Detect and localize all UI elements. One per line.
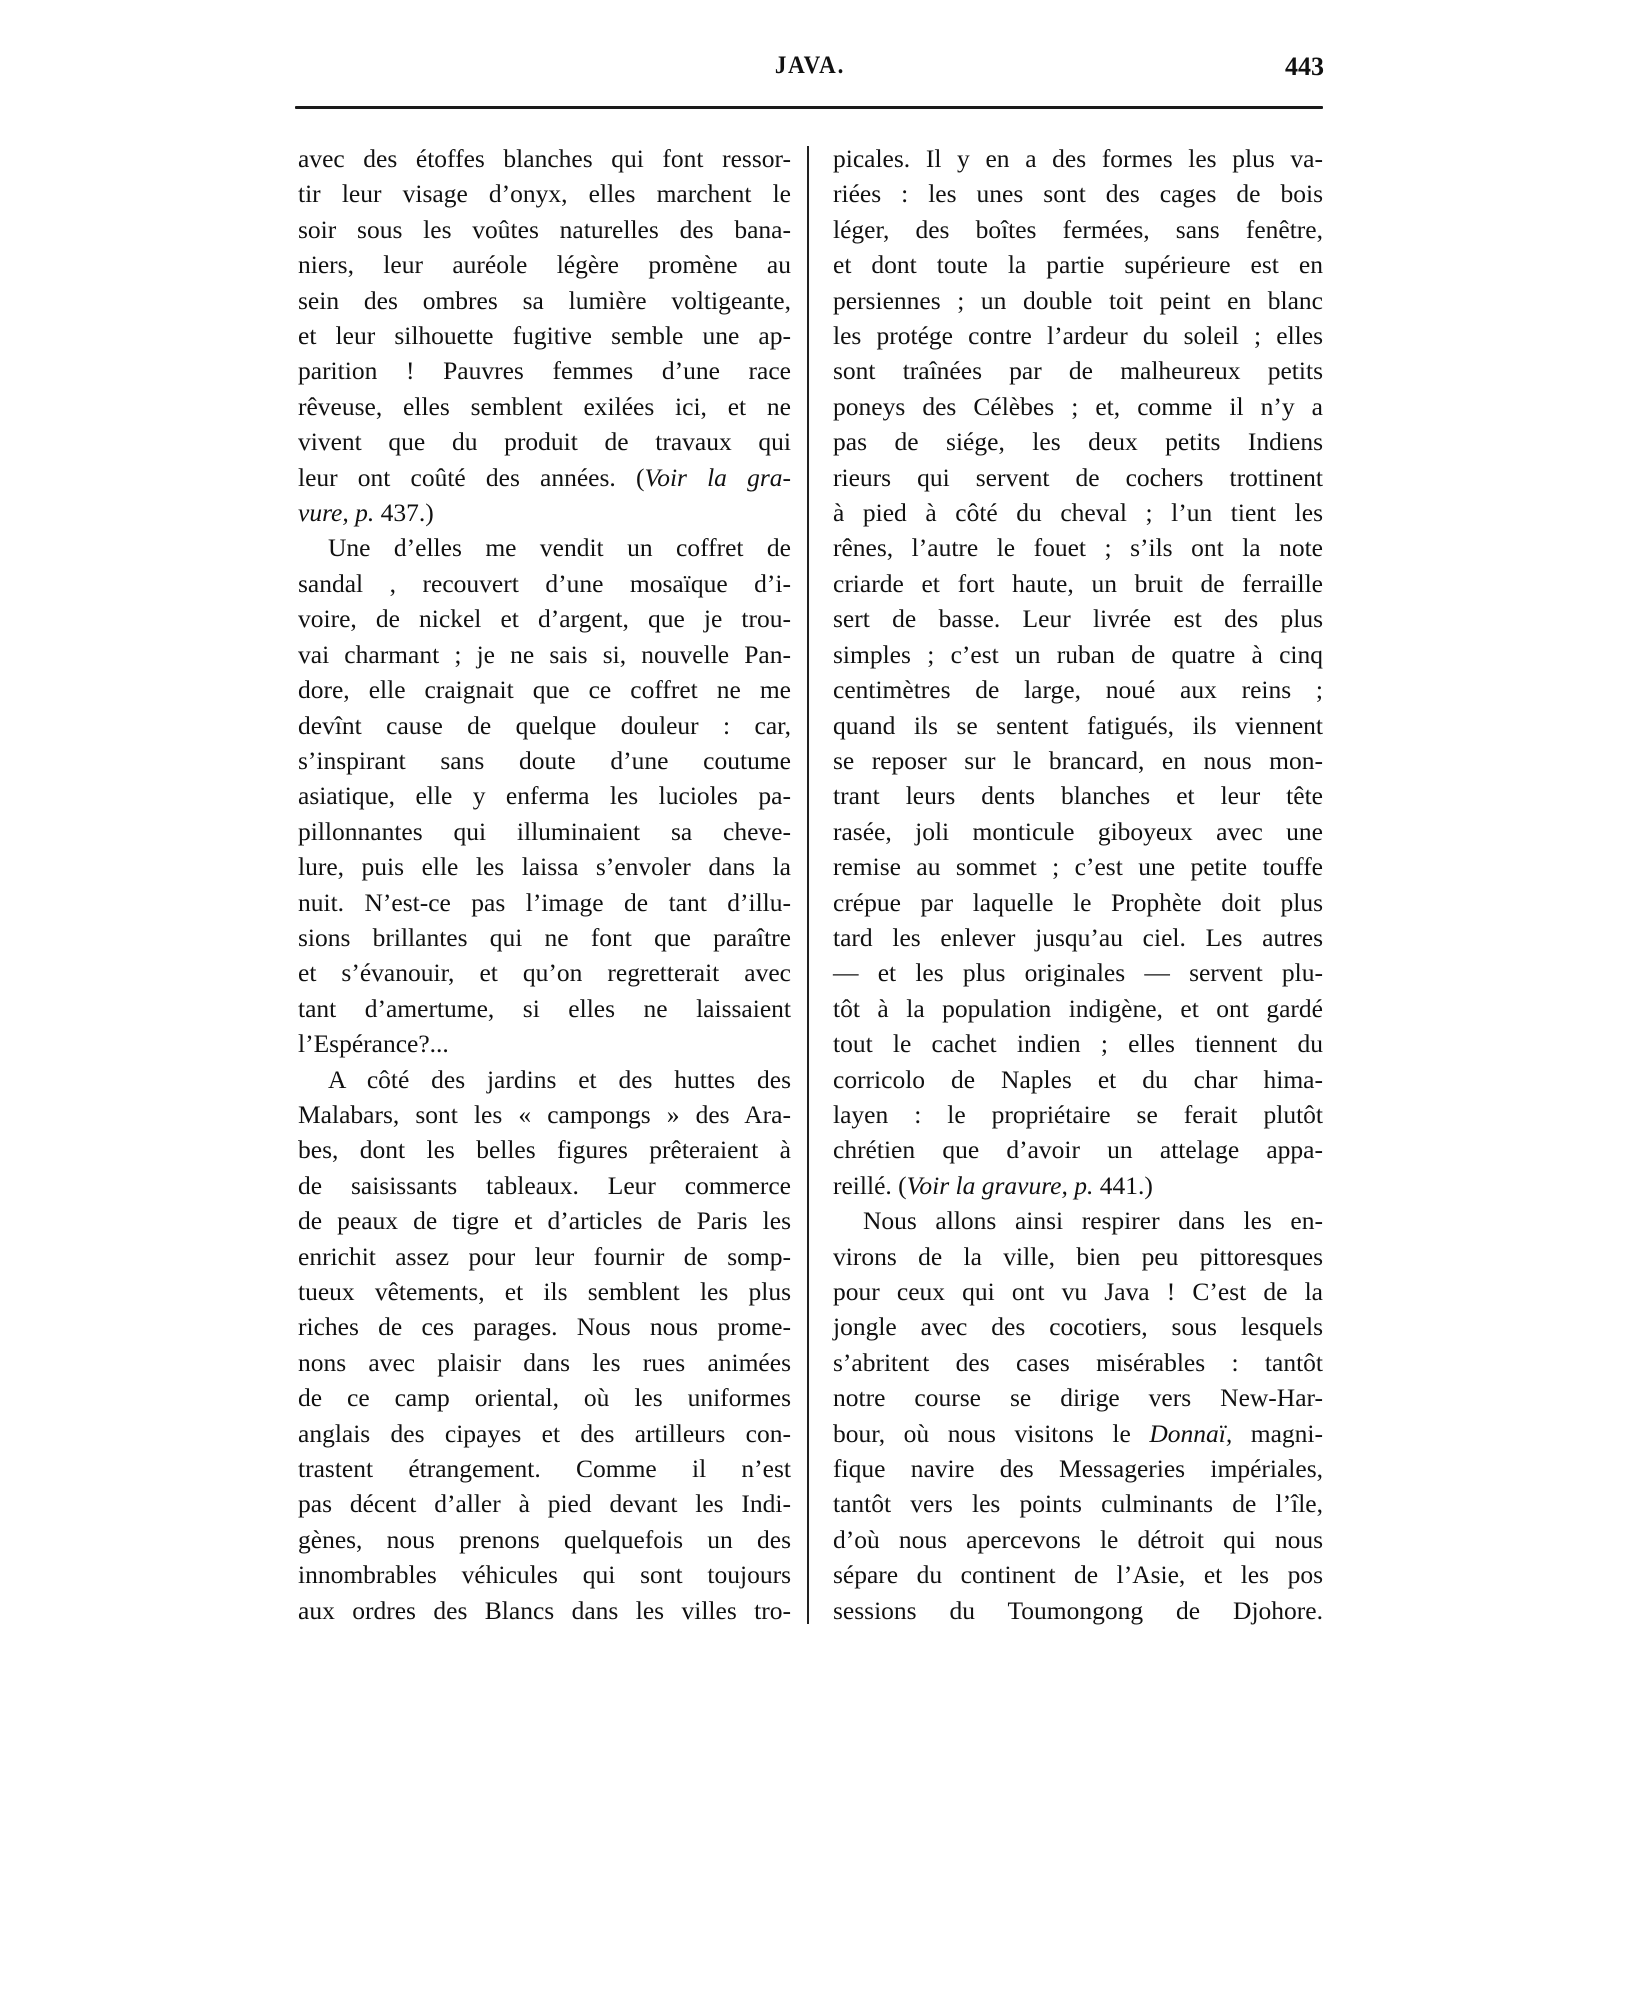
text-line — [833, 283, 1323, 318]
text-run: trant leurs dents blanches et leur tête — [833, 781, 1323, 811]
text-line — [833, 353, 1323, 388]
text-line — [298, 1451, 791, 1486]
text-line — [298, 1416, 791, 1451]
header-rule — [295, 106, 1323, 109]
text-line — [833, 141, 1323, 176]
text-run: riches de ces parages. Nous nous prome- — [298, 1312, 791, 1342]
text-run: tôt à la population indigène, et ont gardé — [833, 993, 1323, 1023]
text-run: de saisissants tableaux. Leur commerce — [298, 1170, 791, 1200]
text-run: devînt cause de quelque douleur : car, — [298, 710, 791, 740]
text-line — [298, 1239, 791, 1274]
text-line — [298, 1097, 791, 1132]
text-line — [298, 991, 791, 1026]
text-run: poneys des Célèbes ; et, comme il n’y a — [833, 391, 1323, 421]
text-line — [298, 1345, 791, 1380]
text-run: s’abritent des cases misérables : tantôt — [833, 1347, 1323, 1377]
text-run: bes, dont les belles figures prêteraient à — [298, 1135, 791, 1165]
text-line — [833, 1097, 1323, 1132]
text-run: remise au sommet ; c’est une petite touffe — [833, 852, 1323, 882]
text-run: lure, puis elle les laissa s’envoler dans la — [298, 852, 791, 882]
text-line — [833, 530, 1323, 565]
text-line — [298, 1168, 791, 1203]
text-run: nons avec plaisir dans les rues animées — [298, 1347, 791, 1377]
text-run: sont traînées par de malheureux petits — [833, 356, 1323, 386]
text-run: 437.) — [374, 498, 434, 528]
text-line — [298, 1593, 791, 1628]
text-run: les protége contre l’ardeur du soleil ; elles — [833, 321, 1323, 351]
text-line — [298, 743, 791, 778]
text-line — [833, 885, 1323, 920]
text-line — [833, 991, 1323, 1026]
text-line — [833, 708, 1323, 743]
text-run: fique navire des Messageries impériales, — [833, 1454, 1323, 1484]
text-line — [833, 814, 1323, 849]
text-run: picales. Il y en a des formes les plus va- — [833, 144, 1323, 173]
running-head-title: JAVA. — [774, 52, 846, 79]
text-line — [298, 424, 791, 459]
text-run: crépue par laquelle le Prophète doit plus — [833, 887, 1323, 917]
text-run: et dont toute la partie supérieure est en — [833, 250, 1323, 280]
text-run: 441.) — [1093, 1170, 1153, 1200]
text-run: innombrables véhicules qui sont toujours — [298, 1560, 791, 1590]
text-line — [833, 778, 1323, 813]
text-line — [298, 353, 791, 388]
text-run: reillé. ( — [833, 1170, 907, 1200]
text-run: riées : les unes sont des cages de bois — [833, 179, 1323, 209]
text-line — [833, 849, 1323, 884]
text-run: soir sous les voûtes naturelles des bana- — [298, 214, 791, 244]
text-line — [833, 1309, 1323, 1344]
text-run: sandal , recouvert d’une mosaïque d’i- — [298, 568, 791, 598]
text-line — [833, 1026, 1323, 1061]
running-head — [296, 52, 1324, 92]
text-line — [298, 1486, 791, 1521]
text-line — [833, 1486, 1323, 1521]
text-line — [833, 566, 1323, 601]
text-line — [298, 566, 791, 601]
text-line — [298, 601, 791, 636]
text-run: à pied à côté du cheval ; l’un tient les — [833, 498, 1323, 528]
text-run: nuit. N’est-ce pas l’image de tant d’illu- — [298, 887, 791, 917]
text-run: tir leur visage d’onyx, elles marchent le — [298, 179, 791, 209]
text-line — [833, 1593, 1323, 1628]
text-line — [298, 637, 791, 672]
text-run: Nous allons ainsi respirer dans les en- — [863, 1206, 1323, 1236]
text-line — [298, 778, 791, 813]
text-run: rênes, l’autre le fouet ; s’ils ont la note — [833, 533, 1323, 563]
text-run: et leur silhouette fugitive semble une ap- — [298, 321, 791, 351]
text-run: sert de basse. Leur livrée est des plus — [833, 604, 1323, 634]
text-line — [298, 176, 791, 211]
text-line — [298, 1026, 791, 1061]
text-run: avec des étoffes blanches qui font ressor- — [298, 144, 791, 173]
text-line — [833, 1557, 1323, 1592]
text-run: léger, des boîtes fermées, sans fenêtre, — [833, 214, 1323, 244]
text-run: tantôt vers les points culminants de l’île, — [833, 1489, 1323, 1519]
text-run: de peaux de tigre et d’articles de Paris les — [298, 1206, 791, 1236]
text-run: dore, elle craignait que ce coffret ne me — [298, 675, 791, 705]
text-run: aux ordres des Blancs dans les villes tro- — [298, 1595, 791, 1625]
text-run: persiennes ; un double toit peint en blanc — [833, 285, 1323, 315]
text-run: — et les plus originales — servent plu- — [833, 958, 1323, 988]
text-run: magni- — [1232, 1418, 1323, 1448]
italic-text: Voir la gra- — [644, 462, 791, 492]
text-line — [833, 424, 1323, 459]
text-run: chrétien que d’avoir un attelage appa- — [833, 1135, 1323, 1165]
text-run: notre course se dirige vers New-Har- — [833, 1383, 1323, 1413]
text-run: virons de la ville, bien peu pittoresques — [833, 1241, 1323, 1271]
text-line — [298, 708, 791, 743]
text-line — [833, 1416, 1323, 1451]
text-run: layen : le propriétaire se ferait plutôt — [833, 1099, 1323, 1129]
text-run: A côté des jardins et des huttes des — [328, 1064, 791, 1094]
text-line — [833, 1345, 1323, 1380]
text-line — [298, 920, 791, 955]
text-line — [833, 495, 1323, 530]
text-line — [298, 530, 791, 565]
text-run: s’inspirant sans doute d’une coutume — [298, 745, 791, 775]
text-line — [298, 885, 791, 920]
text-line — [833, 318, 1323, 353]
text-line — [298, 1203, 791, 1238]
text-run: gènes, nous prenons quelquefois un des — [298, 1524, 791, 1554]
text-line — [833, 1274, 1323, 1309]
column-divider — [807, 146, 809, 1624]
text-line — [298, 955, 791, 990]
text-line — [298, 318, 791, 353]
italic-text: Voir la gravure, p. — [906, 1170, 1094, 1200]
text-run: pour ceux qui ont vu Java ! C’est de la — [833, 1277, 1323, 1306]
text-line — [833, 1451, 1323, 1486]
text-line — [298, 460, 791, 495]
text-line — [298, 283, 791, 318]
text-run: tant d’amertume, si elles ne laissaient — [298, 993, 791, 1023]
text-line — [298, 1274, 791, 1309]
text-run: tard les enlever jusqu’au ciel. Les autres — [833, 922, 1323, 952]
text-line — [833, 743, 1323, 778]
text-line — [833, 1203, 1323, 1238]
page-number: 443 — [1285, 52, 1324, 81]
text-column-left — [298, 141, 791, 1628]
text-run: niers, leur auréole légère promène au — [298, 250, 791, 280]
text-line — [833, 637, 1323, 672]
text-run: sions brillantes qui ne font que paraître — [298, 922, 791, 952]
italic-text: Donnaï, — [1149, 1418, 1233, 1448]
text-run: jongle avec des cocotiers, sous lesquels — [833, 1312, 1323, 1342]
text-line — [298, 672, 791, 707]
text-run: simples ; c’est un ruban de quatre à cinq — [833, 639, 1323, 669]
text-run: de ce camp oriental, où les uniformes — [298, 1383, 791, 1413]
text-line — [833, 1132, 1323, 1167]
text-line — [833, 176, 1323, 211]
text-line — [298, 1522, 791, 1557]
text-column-right — [833, 141, 1323, 1628]
text-run: Malabars, sont les « campongs » des Ara- — [298, 1099, 791, 1129]
text-run: sessions du Toumongong de Djohore. — [833, 1595, 1323, 1625]
text-run: et s’évanouir, et qu’on regretterait avec — [298, 958, 791, 988]
text-line — [298, 1380, 791, 1415]
text-line — [298, 389, 791, 424]
text-line — [298, 247, 791, 282]
text-run: sein des ombres sa lumière voltigeante, — [298, 285, 791, 315]
text-run: voire, de nickel et d’argent, que je trou- — [298, 604, 791, 634]
text-run: Une d’elles me vendit un coffret de — [328, 533, 791, 563]
text-run: pillonnantes qui illuminaient sa cheve- — [298, 816, 791, 846]
text-run: rêveuse, elles semblent exilées ici, et ne — [298, 391, 791, 421]
text-line — [833, 460, 1323, 495]
text-line — [833, 1522, 1323, 1557]
text-line — [833, 1239, 1323, 1274]
text-line — [833, 1380, 1323, 1415]
text-line — [298, 212, 791, 247]
text-line — [833, 212, 1323, 247]
text-run: d’où nous apercevons le détroit qui nous — [833, 1524, 1323, 1554]
italic-text: vure, p. — [298, 498, 375, 528]
text-run: trastent étrangement. Comme il n’est — [298, 1454, 791, 1484]
text-run: se reposer sur le brancard, en nous mon- — [833, 745, 1323, 775]
text-line — [833, 920, 1323, 955]
text-line — [298, 1309, 791, 1344]
text-run: rasée, joli monticule giboyeux avec une — [833, 816, 1323, 846]
text-line — [298, 1557, 791, 1592]
text-line — [298, 141, 791, 176]
text-run: tout le cachet indien ; elles tiennent du — [833, 1029, 1323, 1059]
text-run: pas décent d’aller à pied devant les Indi- — [298, 1489, 791, 1519]
text-line — [298, 1062, 791, 1097]
text-line — [298, 849, 791, 884]
text-line — [298, 1132, 791, 1167]
text-run: bour, où nous visitons le — [833, 1418, 1150, 1448]
text-run: quand ils se sentent fatigués, ils viennent — [833, 710, 1323, 740]
text-run: parition ! Pauvres femmes d’une race — [298, 356, 791, 386]
text-line — [298, 495, 791, 530]
text-run: centimètres de large, noué aux reins ; — [833, 675, 1323, 705]
text-run: vivent que du produit de travaux qui — [298, 427, 791, 457]
text-run: leur ont coûté des années. ( — [298, 462, 645, 492]
text-line — [833, 672, 1323, 707]
text-line — [298, 814, 791, 849]
text-run: asiatique, elle y enferma les lucioles pa- — [298, 781, 791, 811]
text-run: enrichit assez pour leur fournir de somp- — [298, 1241, 791, 1271]
text-line — [833, 247, 1323, 282]
text-run: sépare du continent de l’Asie, et les pos — [833, 1560, 1323, 1590]
text-line — [833, 389, 1323, 424]
text-run: criarde et fort haute, un bruit de ferraille — [833, 568, 1323, 598]
text-run: l’Espérance?... — [298, 1029, 449, 1059]
text-run: corricolo de Naples et du char hima- — [833, 1064, 1323, 1094]
text-run: pas de siége, les deux petits Indiens — [833, 427, 1323, 457]
text-run: anglais des cipayes et des artilleurs con- — [298, 1418, 791, 1448]
text-line — [833, 1168, 1323, 1203]
text-line — [833, 601, 1323, 636]
text-run: vai charmant ; je ne sais si, nouvelle Pan- — [298, 639, 791, 669]
text-run: rieurs qui servent de cochers trottinent — [833, 462, 1323, 492]
text-run: tueux vêtements, et ils semblent les plus — [298, 1277, 791, 1306]
text-line — [833, 955, 1323, 990]
text-line — [833, 1062, 1323, 1097]
